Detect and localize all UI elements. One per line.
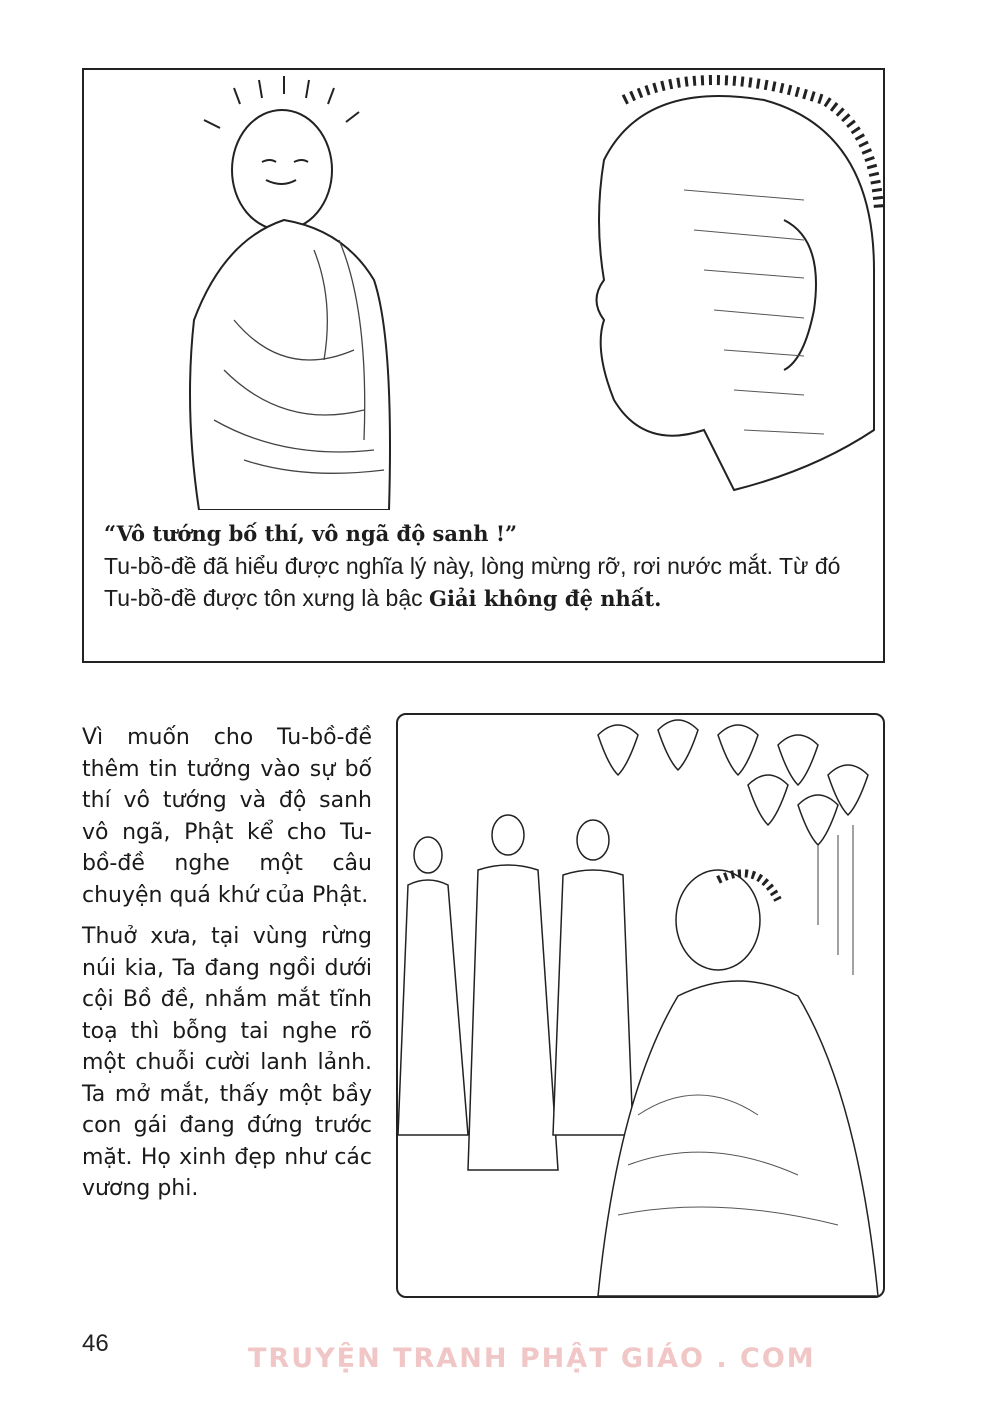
top-comic-panel <box>82 68 885 663</box>
monk-and-buddha-illustration <box>84 70 883 510</box>
women-and-buddha-drawing-icon <box>398 715 883 1296</box>
caption-bold-ending: Giải không đệ nhất. <box>429 586 662 611</box>
caption-body: Tu-bồ-đề đã hiểu được nghĩa lý này, lòng mừng rỡ, rơi nước mắt. Từ đó Tu-bồ-đề được tôn xưng là bậc <box>104 553 841 611</box>
bottom-comic-panel <box>396 713 885 1298</box>
story-paragraph: Thuở xưa, tại vùng rừng núi kia, Ta đang ngồi dưới cội Bồ đề, nhắm mắt tĩnh toạ thì bỗng tai nghe rõ một chuỗi cười lanh lảnh. Ta mở mắt, thấy một bầy con gái đang đứng trước mặt. Họ xinh đẹp như các vương phi. <box>82 924 372 1201</box>
story-text-column <box>82 722 372 1215</box>
caption-quote: “Vô tướng bố thí, vô ngã độ sanh !” <box>104 521 518 546</box>
site-watermark: TRUYỆN TRANH PHẬT GIÁO . COM <box>248 1343 816 1374</box>
page-number: 46 <box>82 1330 109 1357</box>
monk-buddha-drawing-icon <box>84 70 883 510</box>
top-panel-caption <box>104 518 868 614</box>
story-paragraph: Vì muốn cho Tu-bồ-đề thêm tin tưởng vào sự bố thí vô tướng và độ sanh vô ngã, Phật kể cho Tu-bồ-đề nghe một câu chuyện quá khứ của Phật. <box>82 725 372 908</box>
